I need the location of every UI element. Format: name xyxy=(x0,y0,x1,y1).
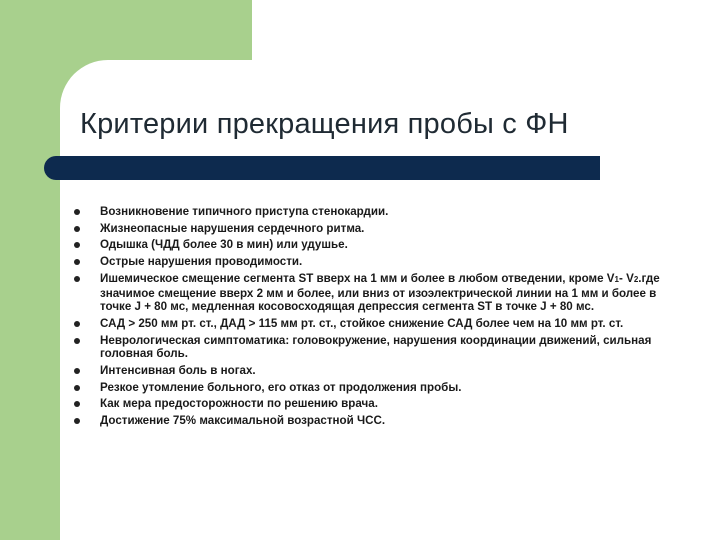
list-item xyxy=(74,205,674,219)
criterion-text: Неврологическая симптоматика: головокружение, нарушения координации движений, сильная головная боль. xyxy=(100,333,652,361)
list-item xyxy=(74,334,674,361)
bullet-dot-icon xyxy=(74,401,80,407)
list-item xyxy=(74,414,674,428)
criterion-text: Интенсивная боль в ногах. xyxy=(100,364,256,378)
criterion-text: Острые нарушения проводимости. xyxy=(100,255,303,269)
list-item xyxy=(74,364,674,378)
bullet-dot-icon xyxy=(74,418,80,424)
decorative-green-bar-left xyxy=(0,0,60,540)
criterion-text: Достижение 75% максимальной возрастной ЧСС. xyxy=(100,414,386,428)
list-item xyxy=(74,317,674,331)
bullet-dot-icon xyxy=(74,226,80,232)
bullet-dot-icon xyxy=(74,338,80,344)
list-item xyxy=(74,272,674,314)
slide-title: Критерии прекращения пробы с ФН xyxy=(80,108,569,140)
criterion-text-part: - V xyxy=(619,271,634,285)
criterion-text-part: Ишемическое смещение сегмента ST вверх на 1 мм и более в любом отведении, кроме V xyxy=(100,271,615,285)
criterion-text: Возникновение типичного приступа стенокардии. xyxy=(100,205,389,218)
subscript: 1 xyxy=(614,274,619,284)
list-item xyxy=(74,397,674,411)
criterion-text-part: .где значимое смещение вверх 2 мм и более, или вниз от изоэлектрической линии на 1 мм и более в точке J + 80 мс, медленная косовосходящая депрессия сегмента ST в точке J + 80 мс. xyxy=(100,271,660,314)
list-item xyxy=(74,255,674,269)
criteria-list xyxy=(74,205,674,431)
criterion-text: Одышка (ЧДД более 30 в мин) или удушье. xyxy=(100,238,348,252)
bullet-dot-icon xyxy=(74,321,80,327)
bullet-dot-icon xyxy=(74,385,80,391)
bullet-dot-icon xyxy=(74,259,80,265)
criterion-text: Жизнеопасные нарушения сердечного ритма. xyxy=(100,221,365,235)
bullet-dot-icon xyxy=(74,242,80,248)
criterion-text xyxy=(100,272,660,313)
criterion-text: САД > 250 мм рт. ст., ДАД > 115 мм рт. ст., стойкое снижение САД более чем на 10 мм рт. ст. xyxy=(100,316,624,330)
bullet-dot-icon xyxy=(74,209,80,215)
bullet-dot-icon xyxy=(74,368,80,374)
criterion-text: Резкое утомление больного, его отказ от продолжения пробы. xyxy=(100,380,462,394)
list-item xyxy=(74,238,674,252)
subscript: 2 xyxy=(633,274,639,284)
list-item xyxy=(74,381,674,395)
list-item xyxy=(74,222,674,236)
title-divider-bar xyxy=(44,156,600,180)
criterion-text: Как мера предосторожности по решению врача. xyxy=(100,397,378,411)
bullet-dot-icon xyxy=(74,276,80,282)
